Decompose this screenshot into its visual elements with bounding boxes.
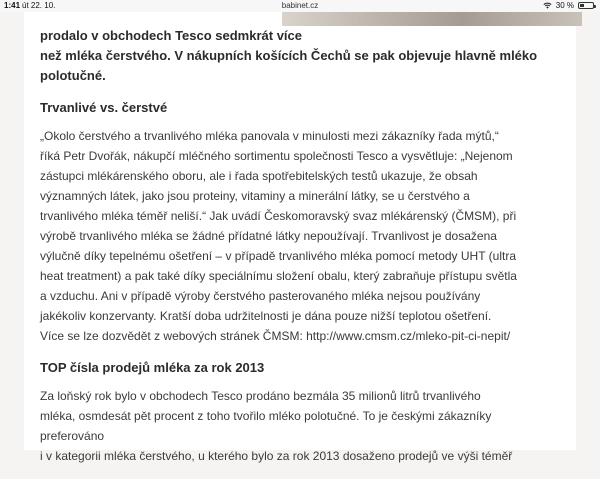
address-url[interactable]: babinet.cz	[281, 1, 319, 10]
paragraph-line: Za loňský rok bylo v obchodech Tesco prodáno bezmála 35 milionů litrů trvanlivého	[40, 389, 481, 403]
paragraph-line: výlučně díky tepelnému ošetření – v případě trvanlivého mléka pomocí metody UHT (ultra	[40, 249, 517, 263]
lead-line: prodalo v obchodech Tesco sedmkrát více	[40, 28, 303, 43]
lead-line: než mléka čerstvého. V nákupních košících Čechů se pak objevuje hlavně mléko	[40, 48, 538, 63]
article-lead	[40, 26, 560, 86]
paragraph-line: zástupci mlékárenského oboru, ale i řada spotřebitelských testů ukazuje, že obsah	[40, 169, 478, 183]
paragraph-line: heat treatment) a pak také díky speciálnímu složení obalu, který zabraňuje přístupu světla	[40, 269, 517, 283]
paragraph-line: „Okolo čerstvého a trvanlivého mléka panovala v minulosti mezi zákazníky řada mýtů,“	[40, 129, 499, 143]
paragraph-line: preferováno	[40, 429, 105, 443]
paragraph-line: a vzduchu. Ani v případě výroby čerstvého pasterovaného mléka nejsou používány	[40, 289, 481, 303]
status-date: út 22. 10.	[22, 1, 56, 10]
section-paragraph-top-cisla	[40, 386, 560, 466]
article-image	[282, 12, 582, 26]
lead-line: polotučné.	[40, 68, 106, 83]
status-bar	[0, 0, 600, 12]
paragraph-line: trvanlivého mléka téměř neliší.“ Jak uvádí Českomoravský svaz mlékárenský (ČMSM), při	[40, 209, 517, 223]
battery-percent: 30 %	[555, 1, 574, 10]
battery-icon	[578, 2, 594, 9]
paragraph-line: říká Petr Dvořák, nákupčí mléčného sortimentu společnosti Tesco a vysvětluje: „Nejenom	[40, 149, 513, 163]
article-page[interactable]	[24, 12, 576, 463]
paragraph-line: významných látek, jako jsou proteiny, vitaminy a minerální látky, se u čerstvého a	[40, 189, 470, 203]
article-content	[40, 26, 560, 479]
section-paragraph-trvanlive	[40, 126, 560, 346]
paragraph-line: mléka, osmdesát pět procent z toho tvořilo mléko polotučné. To je českými zákazníky	[40, 409, 492, 423]
paragraph-line-with-link[interactable]: Více se lze dozvědět z webových stránek ČMSM: http://www.cmsm.cz/mleko-pit-ci-nepit/	[40, 329, 511, 343]
battery-level	[580, 4, 584, 7]
status-indicators	[543, 1, 594, 10]
paragraph-line: i v kategorii mléka čerstvého, u kterého bylo za rok 2013 dosaženo prodejů ve výši téměř	[40, 449, 513, 463]
paragraph-line: jakékoliv konzervanty. Kratší doba udržitelnosti je dána pouze nižší teplotou ošetření.	[40, 309, 492, 323]
paragraph-line: výrobě trvanlivého mléka se žádné přídatné látky nepoužívají. Trvanlivost je dosažena	[40, 229, 497, 243]
wifi-icon	[543, 2, 552, 9]
status-time: 1:41	[4, 1, 21, 10]
section-heading-trvanlive: Trvanlivé vs. čerstvé	[40, 100, 168, 115]
section-heading-top-cisla: TOP čísla prodejů mléka za rok 2013	[40, 360, 265, 375]
